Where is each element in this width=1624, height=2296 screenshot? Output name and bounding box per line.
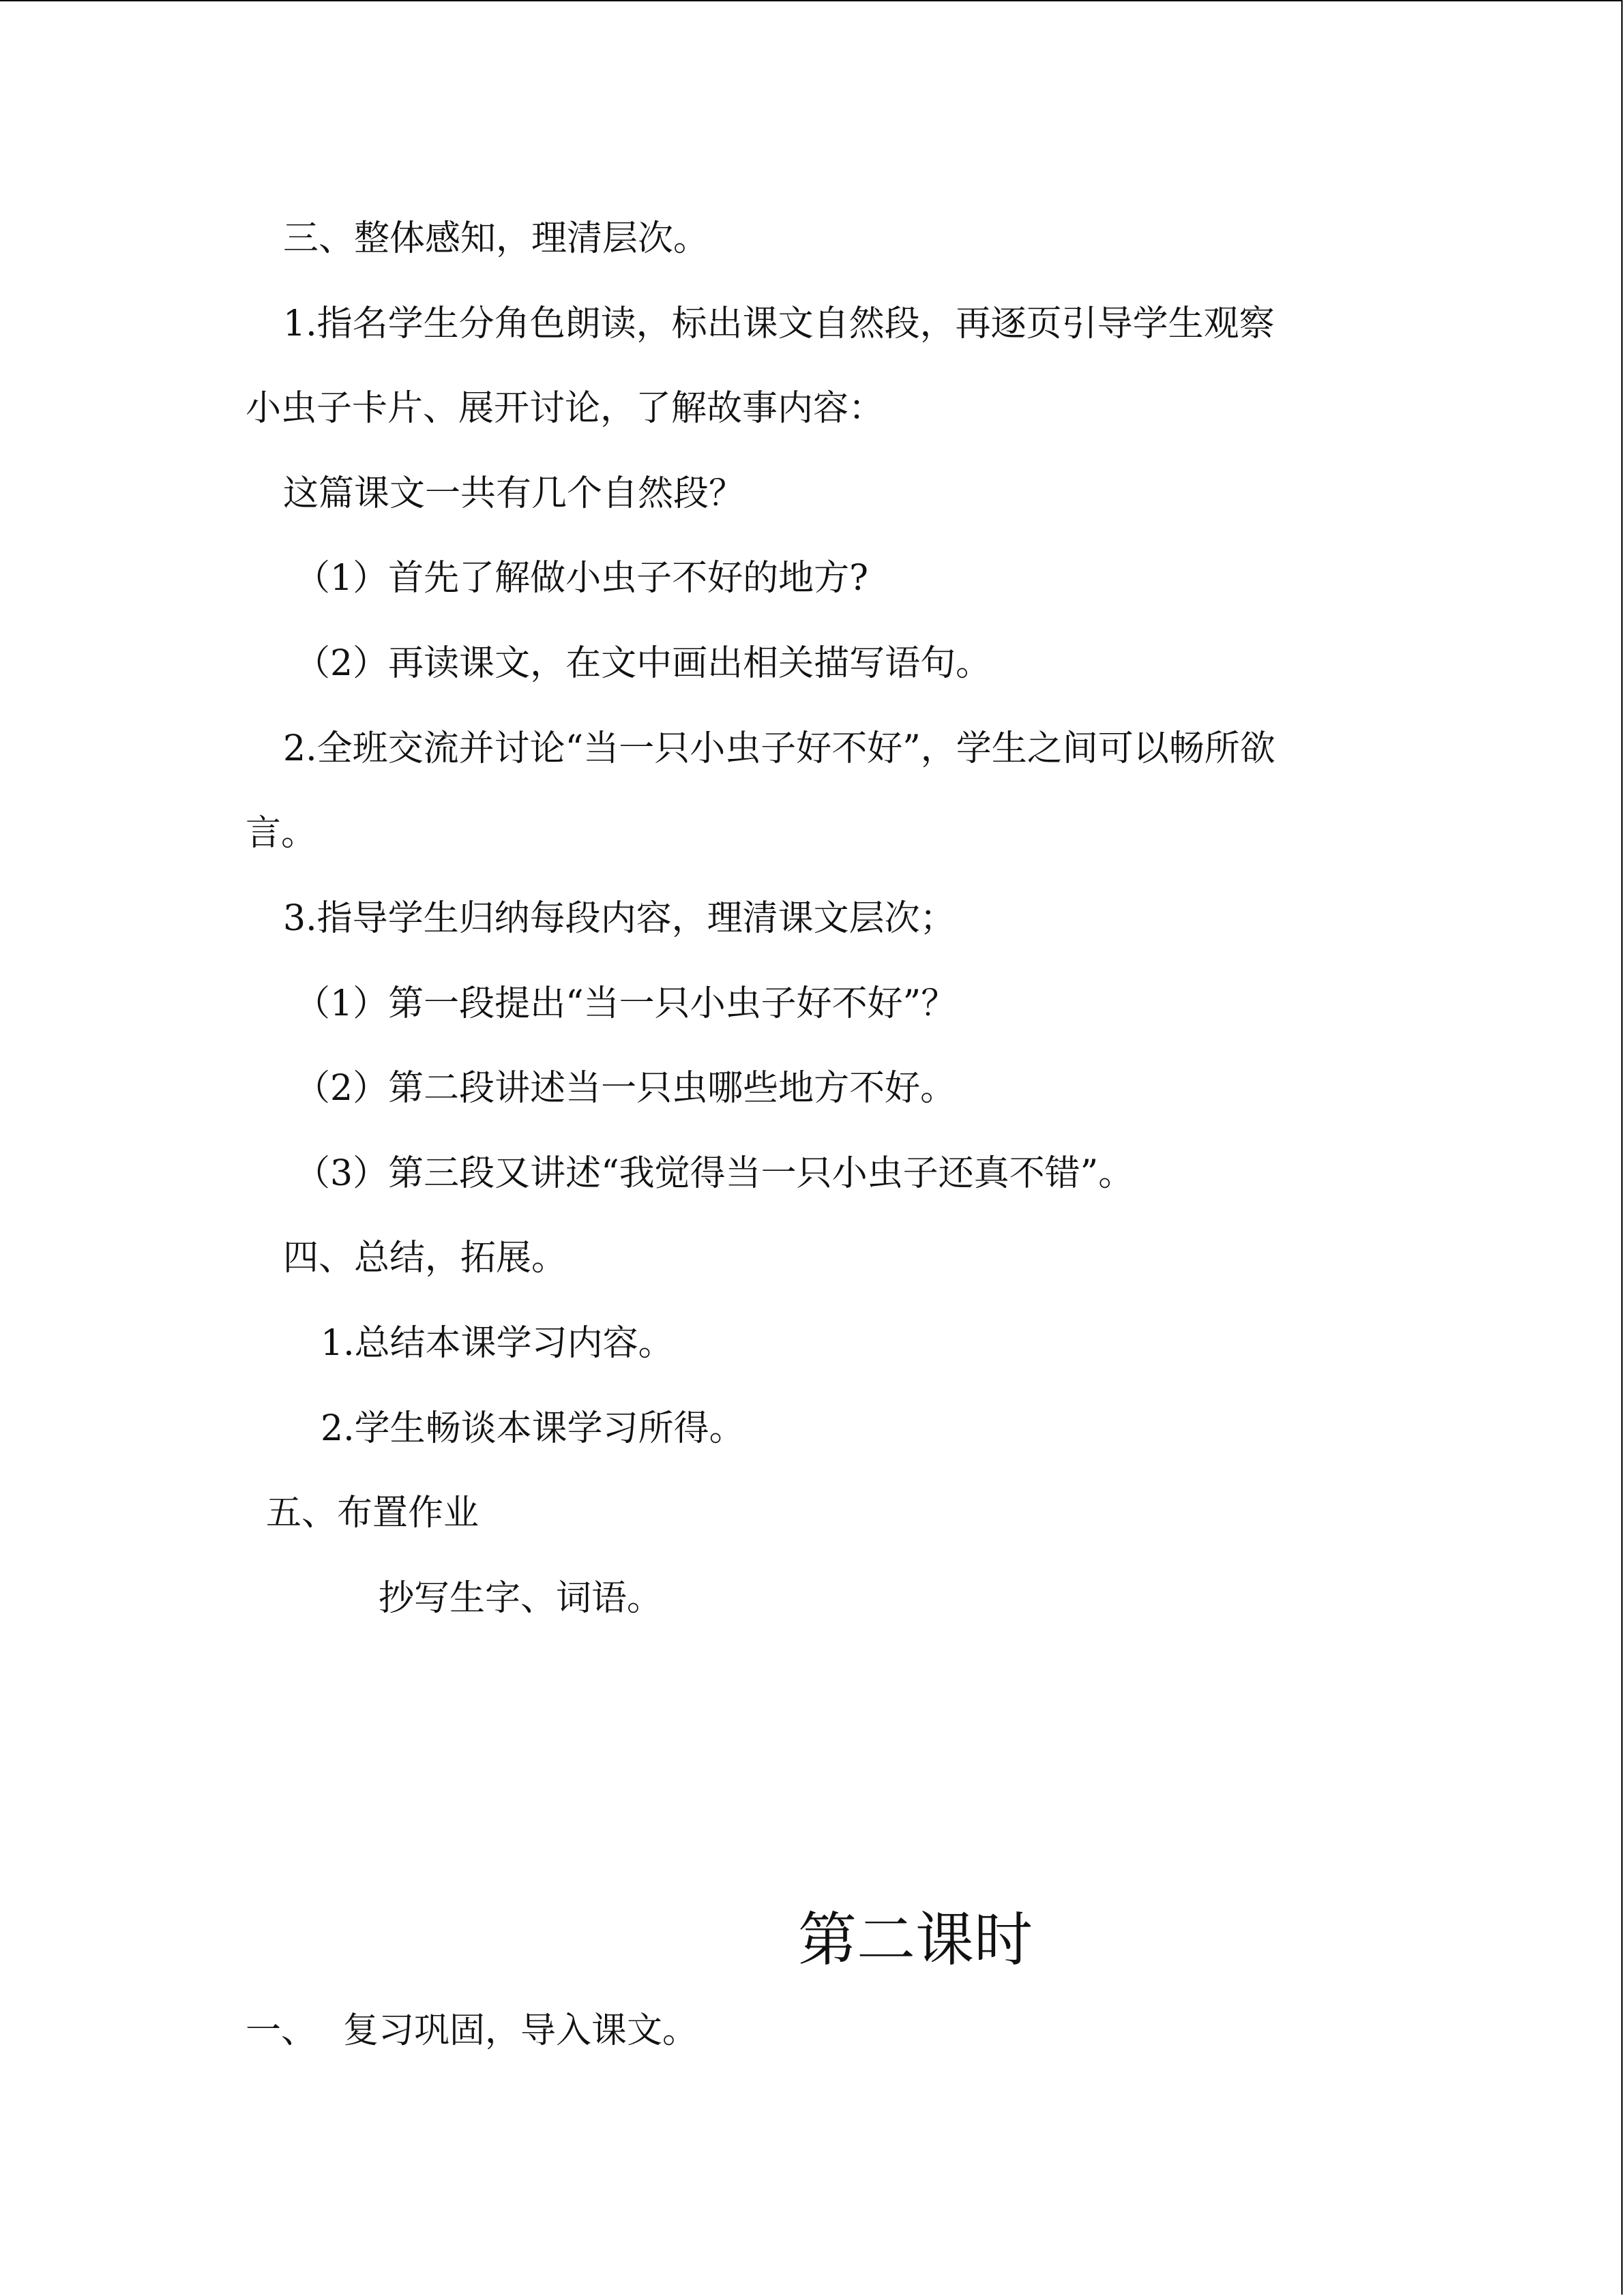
- sub-step-3-3: （3）第三段又讲述“我觉得当一只小虫子还真不错”。: [295, 1153, 1134, 1194]
- second-lesson-item-text: 复习巩固，导入课文。: [343, 2010, 698, 2051]
- sub-step-1-2: （2）再读课文，在文中画出相关描写语句。: [295, 643, 992, 684]
- sub-step-3-2: （2）第二段讲述当一只虫哪些地方不好。: [295, 1068, 956, 1109]
- second-lesson-title: 第二课时: [798, 1906, 1033, 1974]
- homework-text: 抄写生字、词语。: [379, 1578, 663, 1619]
- summary-item-2: 2.学生畅谈本课学习所得。: [321, 1408, 745, 1449]
- section-five-heading: 五、布置作业: [266, 1493, 479, 1534]
- step-1-text: 1.指名学生分角色朗读，标出课文自然段，再逐页引导学生观察: [283, 303, 1275, 344]
- step-2-continuation: 言。: [246, 813, 317, 854]
- step-2-text: 2.全班交流并讨论“当一只小虫子好不好”，学生之间可以畅所欲: [283, 728, 1275, 769]
- sub-step-3-1: （1）第一段提出“当一只小虫子好不好”？: [295, 983, 957, 1024]
- second-lesson-item-number: 一、: [246, 2010, 317, 2051]
- step-3-text: 3.指导学生归纳每段内容，理清课文层次；: [283, 898, 956, 939]
- section-four-heading: 四、总结，拓展。: [283, 1238, 567, 1279]
- question-paragraph-count: 这篇课文一共有几个自然段？: [283, 473, 745, 514]
- step-1-continuation: 小虫子卡片、展开讨论，了解故事内容：: [246, 388, 885, 429]
- summary-item-1: 1.总结本课学习内容。: [321, 1323, 674, 1364]
- section-three-heading: 三、整体感知，理清层次。: [283, 218, 709, 259]
- sub-step-1-1: （1）首先了解做小虫子不好的地方?: [295, 558, 868, 599]
